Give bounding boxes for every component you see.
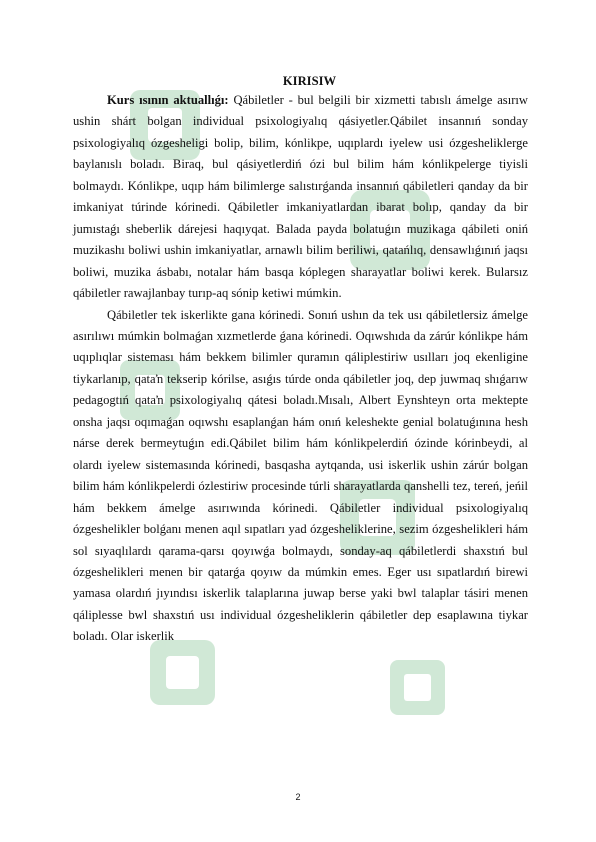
page-title: KIRISIW [282,74,337,88]
paragraph-1 [73,90,528,305]
page-number: 2 [295,792,301,802]
paragraph-1-lead: Kurs ısının aktuallıǵı: [107,93,229,107]
document-body [73,72,528,648]
paragraph-1-text: Qábiletler - bul belgili bir xizmetti tabıslı ámelge asırıw ushin shárt bolgan individual psixologiyalıq qásiyetler.Qábilet insannıń sonday psixologiyalıq ózgesheligi bolip, bilim, kónlikpe, uqıplardı iyelew usi ózgesheliklerge baylanıslı boladı. Biraq, bul qásiyetlerdiń ózi bul bilim hám kónlikpelerge tiyisli bolmaydı. Kónlikpe, uqıp hám bilimlerge salıstırǵanda insannıń qábiletleri qanday da bir imkaniyat túrinde kórinedi. Qábiletler imkaniyatlardan ibarat bolıp, qanday da bir jumıstaǵı sheberlik dárejesi haqıyqat. Balada payda bolatuǵın muzikaga qábileti oniń muzikashı boliwi ushin imkaniyatlar, arnawlı bilim beriliwi, qatańlıq, densawlıǵınıń jaqsı boliwi, muzika ásbabı, notalar hám basqa kóplegen sharayatlar boliwi kerek. Bularsız qábiletler rawajlanbay turıp-aq sónip ketiwi múmkin. [73,93,528,301]
paragraph-2: Qábiletler tek iskerlikte gana kórinedi. Sonıń ushın da tek usı qábiletlersiz ámelge asırılıwı múmkin bolmaǵan xızmetlerde ǵana kórinedi. Oqıwshıda da zárúr kónlikpe hám uqıplıqlar sisteması hám bekkem bilimler quramın qáliplestiriw usılları joq ekenligine tiykarlanıp, qataŉ tekserip kórilse, asıǵıs túrde onda qábiletler joq, dep juwmaq shıǵarıw pedagogtıń qataŉ psixologiyalıq qátesi boladı.Mısalı, Albert Eynshteyn orta mektepte onsha jaqsı oqımaǵan oqıwshı esaplanǵan hám onıń keleshekte genial bolatuǵınına hesh nárse derek bermeytuǵın edi.Qábilet bilim hám kónlikpelerdiń ózinde kórinbeydi, al olardı iyelew sistemasında kórinedi, basqasha aytqanda, usi iskerlik ushin zárúr bolgan bilim hám kónlikpelerdi ózlestiriw procesinde túrli sharayatlarda qanshelli tez, tereń, jeńil hám bekkem ámelge asırıwında kórinedi. Qábiletler individual psixologiyalıq ózgeshelikler bolǵanı menen aqıl sıpatları yad ózgesheliklerine, sezim ózgeshelikleri hám sol sıyaqlılardı qarama-qarsı qoyıwǵa bolmaydı, sonday-aq qábiletlerdi shaxstıń bul ózgeshelikleri menen bir qatarǵa qoyıw da múmkin emes. Eger usı sıpatlardıń birewi yamasa olardıń jıyındısı iskerlik talaplarına juwap berse yaki bwl talaplar tásiri menen qáliplesse bwl shaxstıń usı individual ózgesheliklerin qábiletler dep esaplawına tiykar boladı. Olar iskerlik [73,307,528,644]
